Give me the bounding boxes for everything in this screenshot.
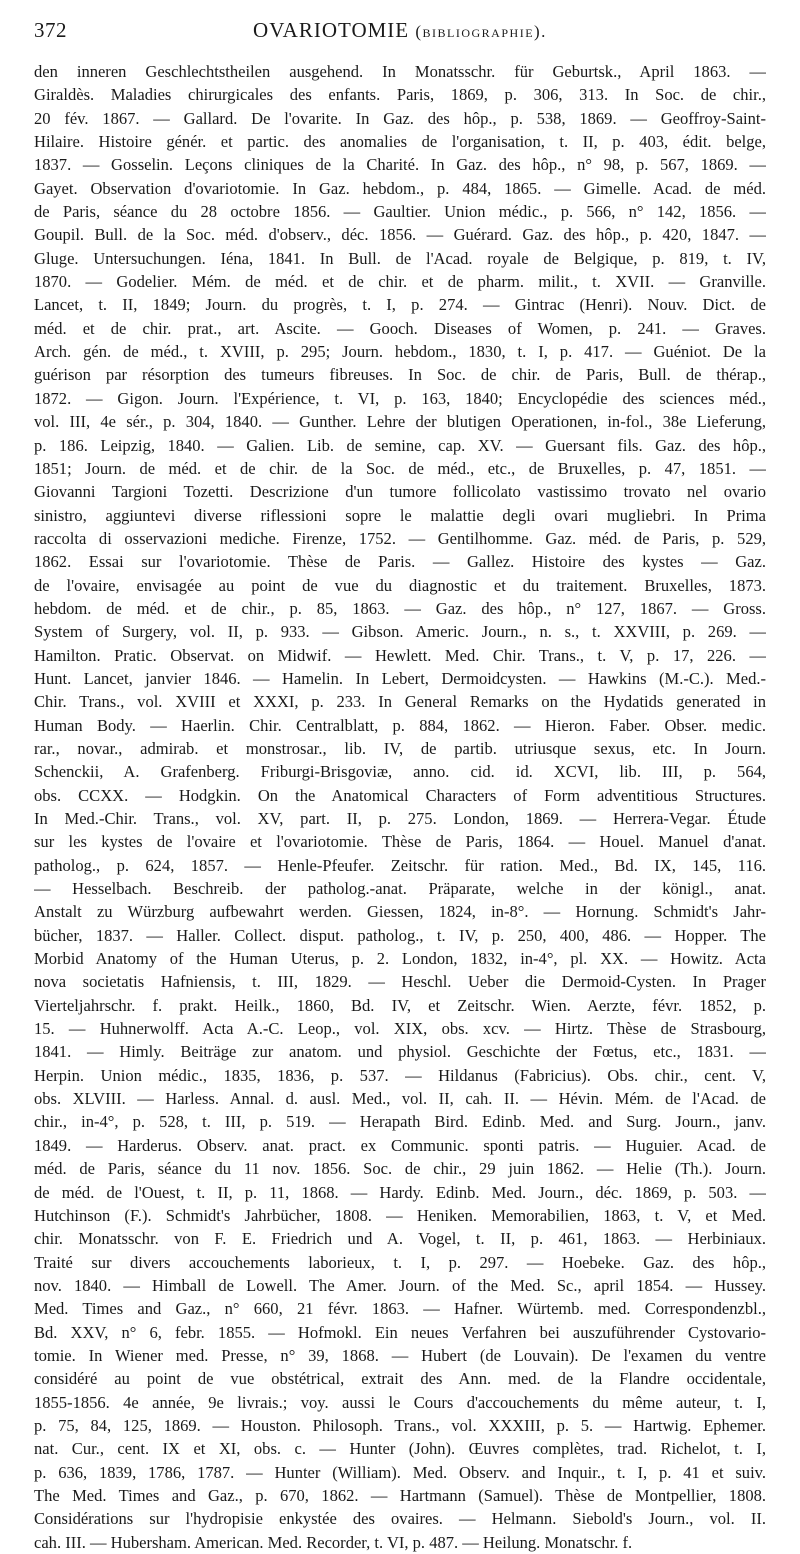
text-line: Chir. Trans., vol. XVIII et XXXI, p. 233. In General Remarks on the Hydatids generated in bbox=[34, 692, 766, 712]
text-line: Goupil. Bull. de la Soc. méd. d'observ., déc. 1856. — Guérard. Gaz. des hôp., p. 420, 1847. — bbox=[34, 225, 766, 245]
text-line: In Med.-Chir. Trans., vol. XV, part. II, p. 275. London, 1869. — Herrera-Vegar. Étude bbox=[34, 809, 766, 828]
text-line: The Med. Times and Gaz., p. 670, 1862. — Hartmann (Samuel). Thèse de Montpellier, 1808. bbox=[34, 1485, 766, 1505]
text-line: Gayet. Observation d'ovariotomie. In Gaz. hebdom., p. 484, 1865. — Gimelle. Acad. de méd. bbox=[34, 178, 766, 198]
text-line: — Hesselbach. Beschreib. der patholog.-anat. Präparate, welche in der königl., anat. bbox=[34, 879, 766, 899]
text-line: 1849. — Harderus. Observ. anat. pract. ex Communic. sponti patris. — Huguier. Acad. de bbox=[34, 1135, 766, 1155]
text-line: 1855-1856. 4e année, 9e livrais.; voy. aussi le Cours d'accouchements du même auteur, t. I, bbox=[34, 1392, 766, 1412]
text-line: méd. de Paris, séance du 11 nov. 1856. Soc. de chir., 29 juin 1862. — Helie (Th.). Journ. bbox=[34, 1159, 766, 1179]
text-line: den inneren Geschlechtstheilen ausgehend. In Monatsschr. für Geburtsk., April 1863. — bbox=[34, 62, 766, 81]
text-line: 1872. — Gigon. Journ. l'Expérience, t. VI, p. 163, 1840; Encyclopédie des sciences méd., bbox=[34, 388, 766, 408]
text-line: bücher, 1837. — Haller. Collect. disput. patholog., t. IV, p. 250, 400, 486. — Hopper. The bbox=[34, 925, 766, 945]
text-line: rar., novar., admirab. et monstrosar., lib. IV, de partib. utriusque sexus, etc. In Journ. bbox=[34, 738, 766, 758]
text-line: sinistro, aggiuntevi diverse riflessioni sopre le malattie degli ovari mugliebri. In Prima bbox=[34, 505, 766, 525]
text-line: cah. III. — Hubersham. American. Med. Recorder, t. VI, p. 487. — Heilung. Monatschr. f. bbox=[34, 1532, 633, 1552]
text-line: Hutchinson (F.). Schmidt's Jahrbücher, 1808. — Heniken. Memorabilien, 1863, t. V, et Med. bbox=[34, 1205, 766, 1225]
text-line: Morbid Anatomy of the Human Uterus, p. 2. London, 1832, in-4°, pl. XX. — Howitz. Acta bbox=[34, 949, 766, 969]
text-line: obs. CCXX. — Hodgkin. On the Anatomical Characters of Form adventitious Structures. bbox=[34, 785, 766, 805]
text-line: 1862. Essai sur l'ovariotomie. Thèse de Paris. — Gallez. Histoire des kystes — Gaz. bbox=[34, 552, 766, 572]
text-line: Considérations sur l'hydropisie enkystée des ovaires. — Helmann. Siebold's Journ., vol. II. bbox=[34, 1509, 766, 1529]
text-line: Anstalt zu Würzburg aufbewahrt werden. Giessen, 1824, in-8°. — Hornung. Schmidt's Jahr- bbox=[34, 902, 766, 922]
text-line: 1870. — Godelier. Mém. de méd. et de chir. et de pharm. milit., t. XVII. — Granville. bbox=[34, 272, 766, 292]
text-line: obs. XLVIII. — Harless. Annal. d. ausl. Med., vol. II, cah. II. — Hévin. Mém. de l'Acad. de bbox=[34, 1089, 766, 1109]
text-line: Lancet, t. II, 1849; Journ. du progrès, t. I, p. 274. — Gintrac (Henri). Nouv. Dict. de bbox=[34, 295, 766, 315]
text-line: guérison par résorption des tumeurs fibreuses. In Soc. de chir. de Paris, Bull. de thérap., bbox=[34, 365, 766, 385]
text-line: 1851; Journ. de méd. et de chir. de la Soc. de méd., etc., de Bruxelles, p. 47, 1851. — bbox=[34, 458, 766, 478]
text-line: 20 fév. 1867. — Gallard. De l'ovarite. In Gaz. des hôp., p. 538, 1869. — Geoffroy-Saint- bbox=[34, 108, 766, 128]
text-line: raccolta di osservazioni mediche. Firenze, 1752. — Gentilhomme. Gaz. méd. de Paris, p. 529, bbox=[34, 528, 766, 548]
text-line: patholog., p. 624, 1857. — Henle-Pfeufer. Zeitschr. für ration. Med., Bd. IX, 145, 116. bbox=[34, 855, 766, 875]
text-line: Vierteljahrschr. f. prakt. Heilk., 1860, Bd. IV, et Zeitschr. Wien. Aerzte, févr. 1852, p. bbox=[34, 995, 766, 1015]
text-line: chir., in-4°, p. 528, t. III, p. 519. — Herapath Bird. Edinb. Med. and Surg. Journ., janv. bbox=[34, 1112, 766, 1132]
text-line: Schenckii, A. Grafenberg. Friburgi-Brisgoviæ, anno. cid. id. XCVI, lib. III, p. 564, bbox=[34, 762, 766, 782]
text-line: hebdom. de méd. et de chir., p. 85, 1863. — Gaz. des hôp., n° 127, 1867. — Gross. bbox=[34, 598, 766, 618]
text-line: p. 186. Leipzig, 1840. — Galien. Lib. de semine, cap. XV. — Guersant fils. Gaz. des hôp., bbox=[34, 435, 766, 455]
text-line: System of Surgery, vol. II, p. 933. — Gibson. Americ. Journ., n. s., t. XXVIII, p. 269. — bbox=[34, 622, 766, 642]
text-line: de l'ovaire, envisagée au point de vue du diagnostic et du traitement. Bruxelles, 1873. bbox=[34, 575, 766, 595]
text-line: Herpin. Union médic., 1835, 1836, p. 537. — Hildanus (Fabricius). Obs. chir., cent. V, bbox=[34, 1065, 766, 1085]
bibliography-text bbox=[34, 60, 766, 1554]
text-line: nat. Cur., cent. IX et XI, obs. c. — Hunter (John). Œuvres complètes, trad. Richelot, t. I, bbox=[34, 1439, 766, 1459]
text-line: Hamilton. Pratic. Observat. on Midwif. — Hewlett. Med. Chir. Trans., t. V, p. 17, 226. — bbox=[34, 645, 766, 665]
text-line: Hilaire. Histoire génér. et partic. des anomalies de l'organisation, t. II, p. 403, édit. belge, bbox=[34, 132, 766, 152]
text-line: nova societatis Hafniensis, t. III, 1829. — Heschl. Ueber die Dermoid-Cysten. In Prager bbox=[34, 972, 766, 992]
text-line: Arch. gén. de méd., t. XVIII, p. 295; Journ. hebdom., 1830, t. I, p. 417. — Guéniot. De la bbox=[34, 342, 766, 362]
text-line: Hunt. Lancet, janvier 1846. — Hamelin. In Lebert, Dermoidcysten. — Hawkins (M.-C.). Med.- bbox=[34, 668, 766, 688]
running-title-main: OVARIOTOMIE bbox=[253, 18, 410, 42]
text-line: 1837. — Gosselin. Leçons cliniques de la Charité. In Gaz. des hôp., n° 98, p. 567, 1869. — bbox=[34, 155, 766, 175]
text-line: considéré au point de vue obstétrical, extrait des Ann. med. de la Flandre occidentale, bbox=[34, 1369, 766, 1389]
text-line: Giovanni Targioni Tozetti. Descrizione d'un tumore follicolato vastissimo trovato nel ovario bbox=[34, 482, 766, 502]
running-title-sub: (bibliographie). bbox=[415, 22, 547, 41]
text-line: Traité sur divers accouchements laborieux, t. I, p. 297. — Hoebeke. Gaz. des hôp., bbox=[34, 1252, 766, 1272]
text-line: chir. Monatsschr. von F. E. Friedrich und A. Vogel, t. II, p. 461, 1863. — Herbiniaux. bbox=[34, 1229, 766, 1249]
text-line: tomie. In Wiener med. Presse, n° 39, 1868. — Hubert (de Louvain). De l'examen du ventre bbox=[34, 1345, 766, 1365]
text-line: méd. et de chir. prat., art. Ascite. — Gooch. Diseases of Women, p. 241. — Graves. bbox=[34, 318, 766, 338]
text-line: sur les kystes de l'ovaire et l'ovariotomie. Thèse de Paris, 1864. — Houel. Manuel d'anat. bbox=[34, 832, 766, 852]
text-line: vol. III, 4e sér., p. 304, 1840. — Gunther. Lehre der blutigen Operationen, in-fol., 38e Lieferung, bbox=[34, 412, 766, 432]
text-line: Human Body. — Haerlin. Chir. Centralblatt, p. 884, 1862. — Hieron. Faber. Obser. medic. bbox=[34, 715, 766, 735]
text-line: 15. — Huhnerwolff. Acta A.-C. Leop., vol. XIX, obs. xcv. — Hirtz. Thèse de Strasbourg, bbox=[34, 1019, 766, 1039]
text-line: Med. Times and Gaz., n° 660, 21 févr. 1863. — Hafner. Würtemb. med. Correspondenzbl., bbox=[34, 1299, 766, 1319]
page-number: 372 bbox=[34, 18, 67, 42]
text-line: p. 75, 84, 125, 1869. — Houston. Philosoph. Trans., vol. XXXIII, p. 5. — Hartwig. Ephemer. bbox=[34, 1415, 766, 1435]
text-line: de méd. de l'Ouest, t. II, p. 11, 1868. — Hardy. Edinb. Med. Journ., déc. 1869, p. 503. — bbox=[34, 1182, 766, 1202]
text-line: Giraldès. Maladies chirurgicales des enfants. Paris, 1869, p. 306, 313. In Soc. de chir., bbox=[34, 85, 766, 105]
text-line: de Paris, séance du 28 octobre 1856. — Gaultier. Union médic., p. 566, n° 142, 1856. — bbox=[34, 202, 766, 222]
page-header bbox=[34, 18, 766, 48]
running-title bbox=[34, 18, 766, 43]
text-line: Bd. XXV, n° 6, febr. 1855. — Hofmokl. Ein neues Verfahren bei auszuführender Cystovario- bbox=[34, 1322, 766, 1342]
text-line: Gluge. Untersuchungen. Iéna, 1841. In Bull. de l'Acad. royale de Belgique, p. 819, t. IV, bbox=[34, 248, 766, 268]
text-line: nov. 1840. — Himball de Lowell. The Amer. Journ. of the Med. Sc., april 1854. — Hussey. bbox=[34, 1275, 766, 1295]
text-line: p. 636, 1839, 1786, 1787. — Hunter (William). Med. Observ. and Inquir., t. I, p. 41 et suiv. bbox=[34, 1462, 766, 1482]
text-line: 1841. — Himly. Beiträge zur anatom. und physiol. Geschichte der Fœtus, etc., 1831. — bbox=[34, 1042, 766, 1062]
